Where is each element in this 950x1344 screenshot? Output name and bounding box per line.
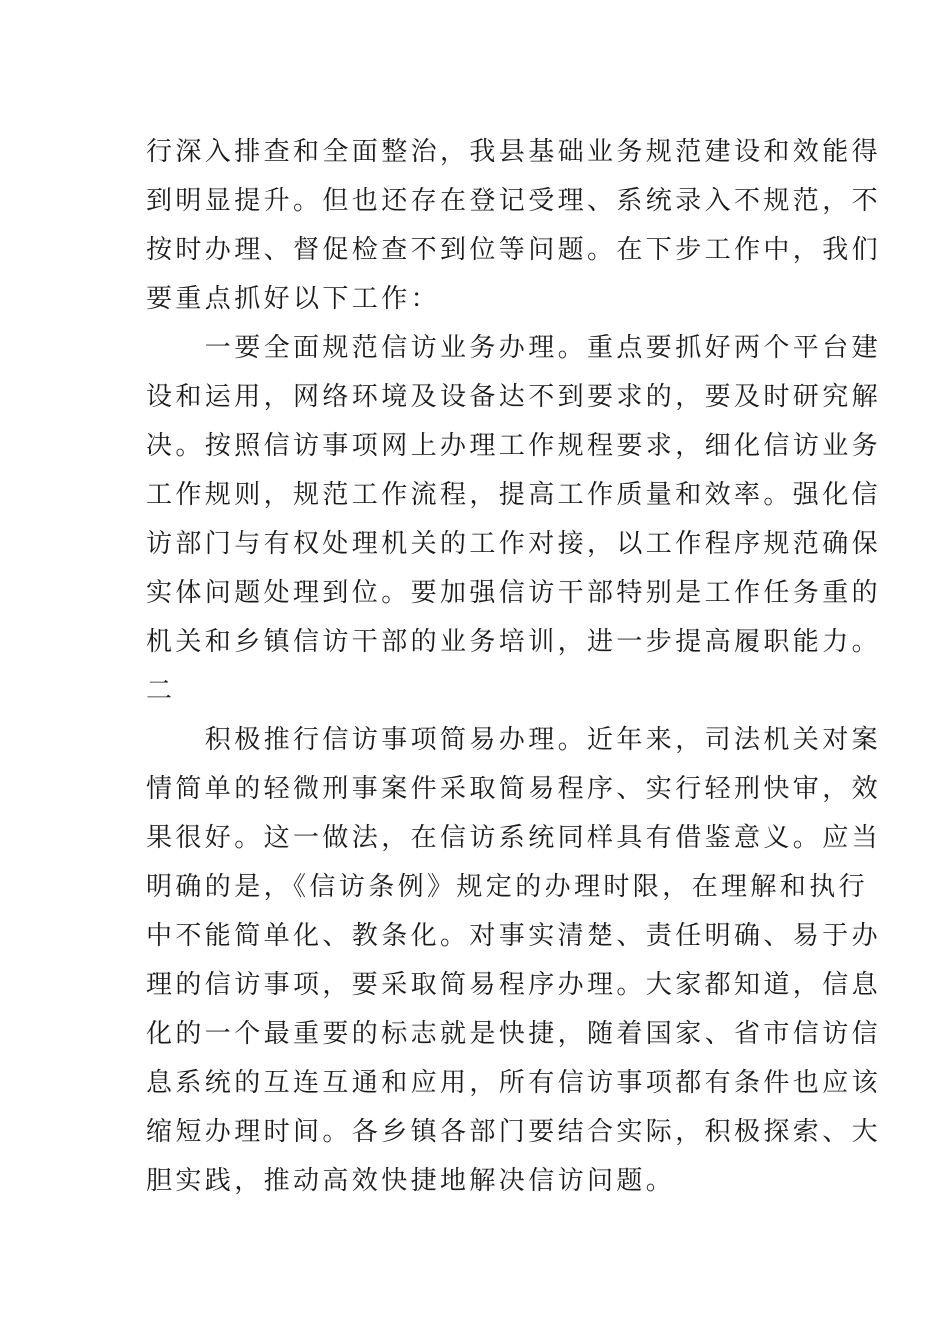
text-line: 明确的是，《信访条例》规定的办理时限，在理解和执行 — [146, 872, 869, 902]
text-line: 积极推行信访事项简易办理。近年来，司法机关对案 — [146, 725, 882, 755]
text-line: 行深入排查和全面整治，我县基础业务规范建设和效能得 — [146, 137, 882, 167]
text-line: 一要全面规范信访业务办理。重点要抓好两个平台建 — [146, 333, 882, 363]
text-line: 情简单的轻微刑事案件采取简易程序、实行轻刑快审，效 — [146, 774, 882, 804]
text-line: 二 — [146, 676, 176, 706]
text-line: 决。按照信访事项网上办理工作规程要求，细化信访业务 — [146, 431, 882, 461]
document-body — [146, 128, 882, 1206]
text-line: 机关和乡镇信访干部的业务培训，进一步提高履职能力。 — [146, 627, 882, 657]
text-line: 果很好。这一做法，在信访系统同样具有借鉴意义。应当 — [146, 823, 882, 853]
text-line: 息系统的互连互通和应用，所有信访事项都有条件也应该 — [146, 1068, 882, 1098]
text-line: 胆实践，推动高效快捷地解决信访问题。 — [146, 1166, 676, 1196]
text-line: 理的信访事项，要采取简易程序办理。大家都知道，信息 — [146, 970, 882, 1000]
text-line: 缩短办理时间。各乡镇各部门要结合实际，积极探索、大 — [146, 1117, 882, 1147]
text-line: 到明显提升。但也还存在登记受理、系统录入不规范，不 — [146, 186, 882, 216]
text-line: 中不能简单化、教条化。对事实清楚、责任明确、易于办 — [146, 921, 882, 951]
text-line: 化的一个最重要的标志就是快捷，随着国家、省市信访信 — [146, 1019, 882, 1049]
text-line: 要重点抓好以下工作： — [146, 284, 441, 314]
text-line: 实体问题处理到位。要加强信访干部特别是工作任务重的 — [146, 578, 882, 608]
text-line: 访部门与有权处理机关的工作对接，以工作程序规范确保 — [146, 529, 882, 559]
text-line: 设和运用，网络环境及设备达不到要求的，要及时研究解 — [146, 382, 882, 412]
text-line: 工作规则，规范工作流程，提高工作质量和效率。强化信 — [146, 480, 882, 510]
text-line: 按时办理、督促检查不到位等问题。在下步工作中，我们 — [146, 235, 882, 265]
